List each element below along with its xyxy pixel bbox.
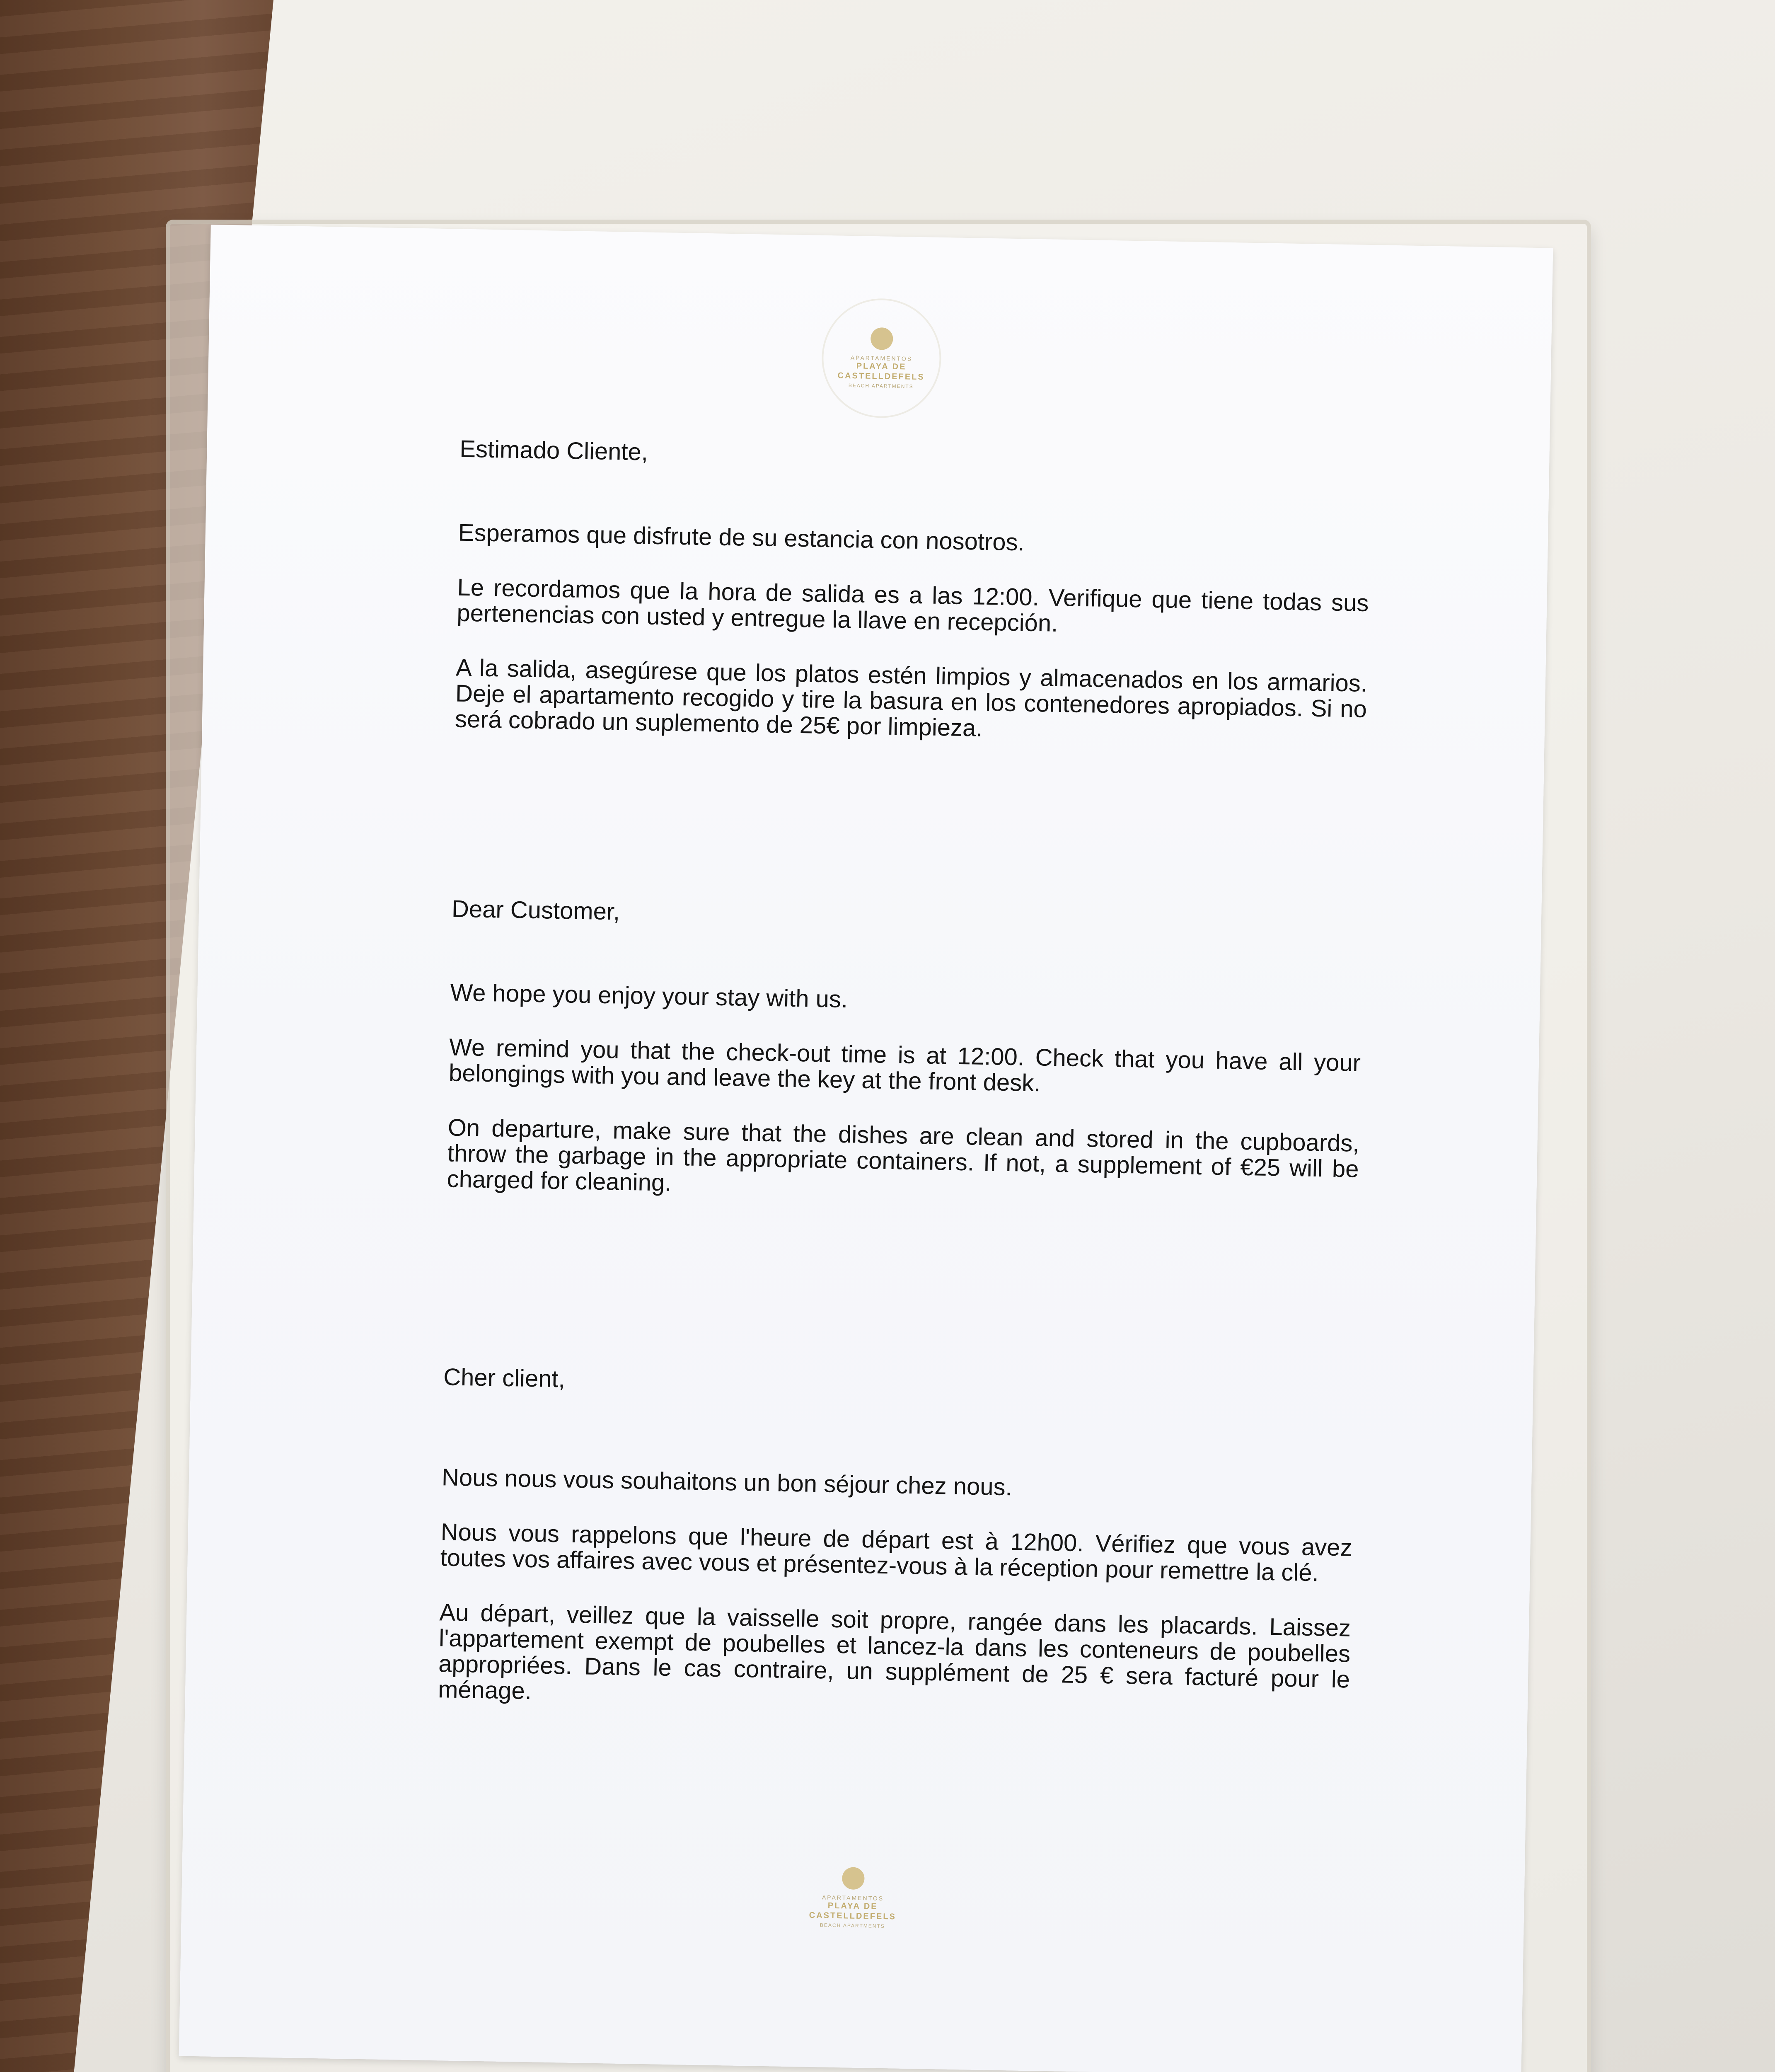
greeting-es: Estimado Cliente, [459,435,648,466]
english-section [447,896,1363,1208]
paragraph-es-2: Le recordamos que la hora de salida es a las 12:00. Verifique que tiene todas sus pertenencias con usted y entregue la llave en recepción. [456,574,1369,637]
paragraph-fr-2: Nous vous rappelons que l'heure de départ est à 12h00. Vérifiez que vous avez toutes vos affaires avec vous et présentez-vous à la réception pour remettre la clé. [440,1518,1353,1587]
logo-top: APARTAMENTOS PLAYA DE CASTELLDEFELS BEACH APARTMENTS [821,298,942,419]
french-section [438,1364,1355,1718]
sun-icon [871,327,893,350]
paragraph-es-1: Esperamos que disfrute de su estancia con nosotros. [458,519,1025,556]
sun-icon [842,1867,865,1890]
paragraph-fr-1: Nous nous vous souhaitons un bon séjour chez nous. [441,1464,1013,1501]
paragraph-en-2: We remind you that the check-out time is at 12:00. Check that you have all your belongings with you and leave the key at the front desk. [448,1034,1361,1097]
paragraph-es-3: A la salida, asegúrese que los platos estén limpios y almacenados en los armarios. Deje el apartamento recogido y tire la basura en los contenedores apropiados. Si no será cobrado un suplemento de 25€ por limpieza. [455,654,1368,742]
logo-bottom: APARTAMENTOS PLAYA DE CASTELLDEFELS BEACH APARTMENTS [794,1839,912,1957]
greeting-fr: Cher client, [443,1363,566,1393]
notice-sheet [179,225,1553,2072]
paragraph-fr-3: Au départ, veillez que la vaisselle soit propre, rangée dans les placards. Laissez l'appartement exempt de poubelles et lancez-la dans les conteneurs de poubelles appropriées. Dans le cas contraire, un supplément de 25 € sera facturé pour le ménage. [438,1599,1351,1705]
paragraph-en-1: We hope you enjoy your stay with us. [450,979,848,1013]
spanish-section [455,436,1371,748]
paragraph-en-3: On departure, make sure that the dishes are clean and stored in the cupboards, throw the garbage in the appropriate containers. If not, a supplement of €25 will be charged for cleaning. [447,1114,1360,1196]
greeting-en: Dear Customer, [451,895,620,925]
